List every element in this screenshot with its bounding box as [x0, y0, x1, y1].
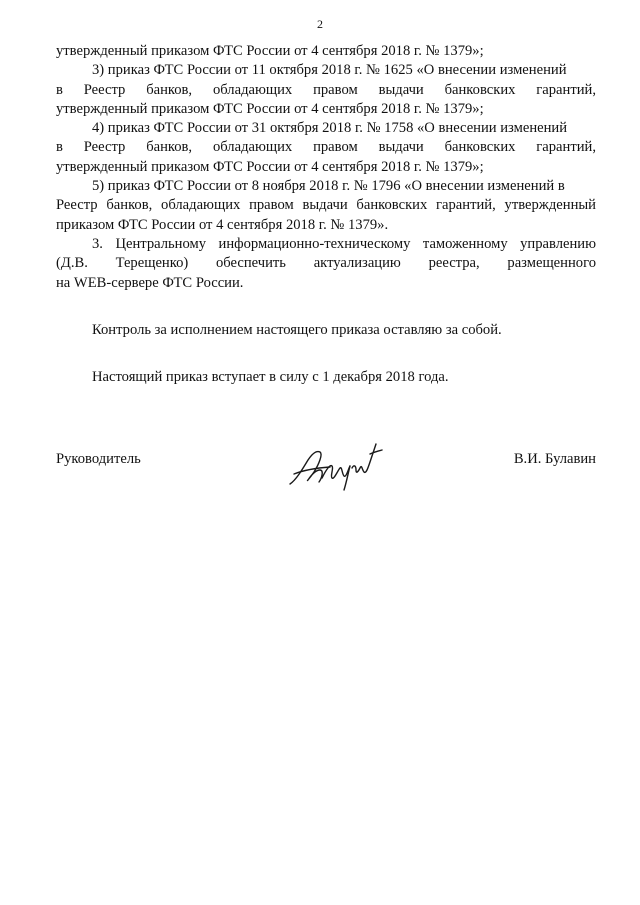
- text-line: Контроль за исполнением настоящего приказа оставляю за собой.: [92, 321, 502, 338]
- text-line: утвержденный приказом ФТС России от 4 сентября 2018 г. № 1379»;: [56, 158, 484, 175]
- text-line: 4) приказ ФТС России от 31 октября 2018 г. № 1758 «О внесении изменений: [92, 120, 568, 137]
- paragraph-item-2-end: [56, 42, 596, 61]
- text-line: Реестр банков, обладающих правом выдачи банковских гарантий, утвержденный: [56, 197, 596, 214]
- paragraph-effective-date: [56, 368, 596, 387]
- page-number: 2: [317, 17, 323, 31]
- text-line: утвержденный приказом ФТС России от 4 сентября 2018 г. № 1379»;: [56, 100, 484, 117]
- text-line: Настоящий приказ вступает в силу с 1 декабря 2018 года.: [92, 369, 449, 386]
- handwritten-signature: [286, 440, 386, 492]
- text-line: приказом ФТС России от 4 сентября 2018 г. № 1379».: [56, 216, 389, 233]
- paragraph-item-5: [56, 177, 596, 235]
- paragraph-section-3: [56, 235, 596, 293]
- paragraph-item-3: [56, 61, 596, 119]
- text-line: 3) приказ ФТС России от 11 октября 2018 г. № 1625 «О внесении изменений: [92, 62, 567, 79]
- signature-block: [56, 440, 596, 510]
- text-line: 5) приказ ФТС России от 8 ноября 2018 г. № 1796 «О внесении изменений в: [92, 178, 565, 195]
- paragraph-control: [56, 321, 596, 340]
- text-line: на WEB-сервере ФТС России.: [56, 274, 244, 291]
- signatory-title: Руководитель: [56, 451, 141, 467]
- text-line: 3. Центральному информационно-техническому таможенному управлению: [92, 235, 596, 252]
- text-line: в Реестр банков, обладающих правом выдачи банковских гарантий,: [56, 139, 596, 156]
- paragraph-item-4: [56, 119, 596, 177]
- document-body: [56, 42, 596, 387]
- text-line: утвержденный приказом ФТС России от 4 сентября 2018 г. № 1379»;: [56, 43, 484, 59]
- text-line: (Д.В. Терещенко) обеспечить актуализацию реестра, размещенного: [56, 255, 596, 272]
- signatory-name: В.И. Булавин: [513, 451, 596, 467]
- text-line: в Реестр банков, обладающих правом выдачи банковских гарантий,: [56, 81, 596, 98]
